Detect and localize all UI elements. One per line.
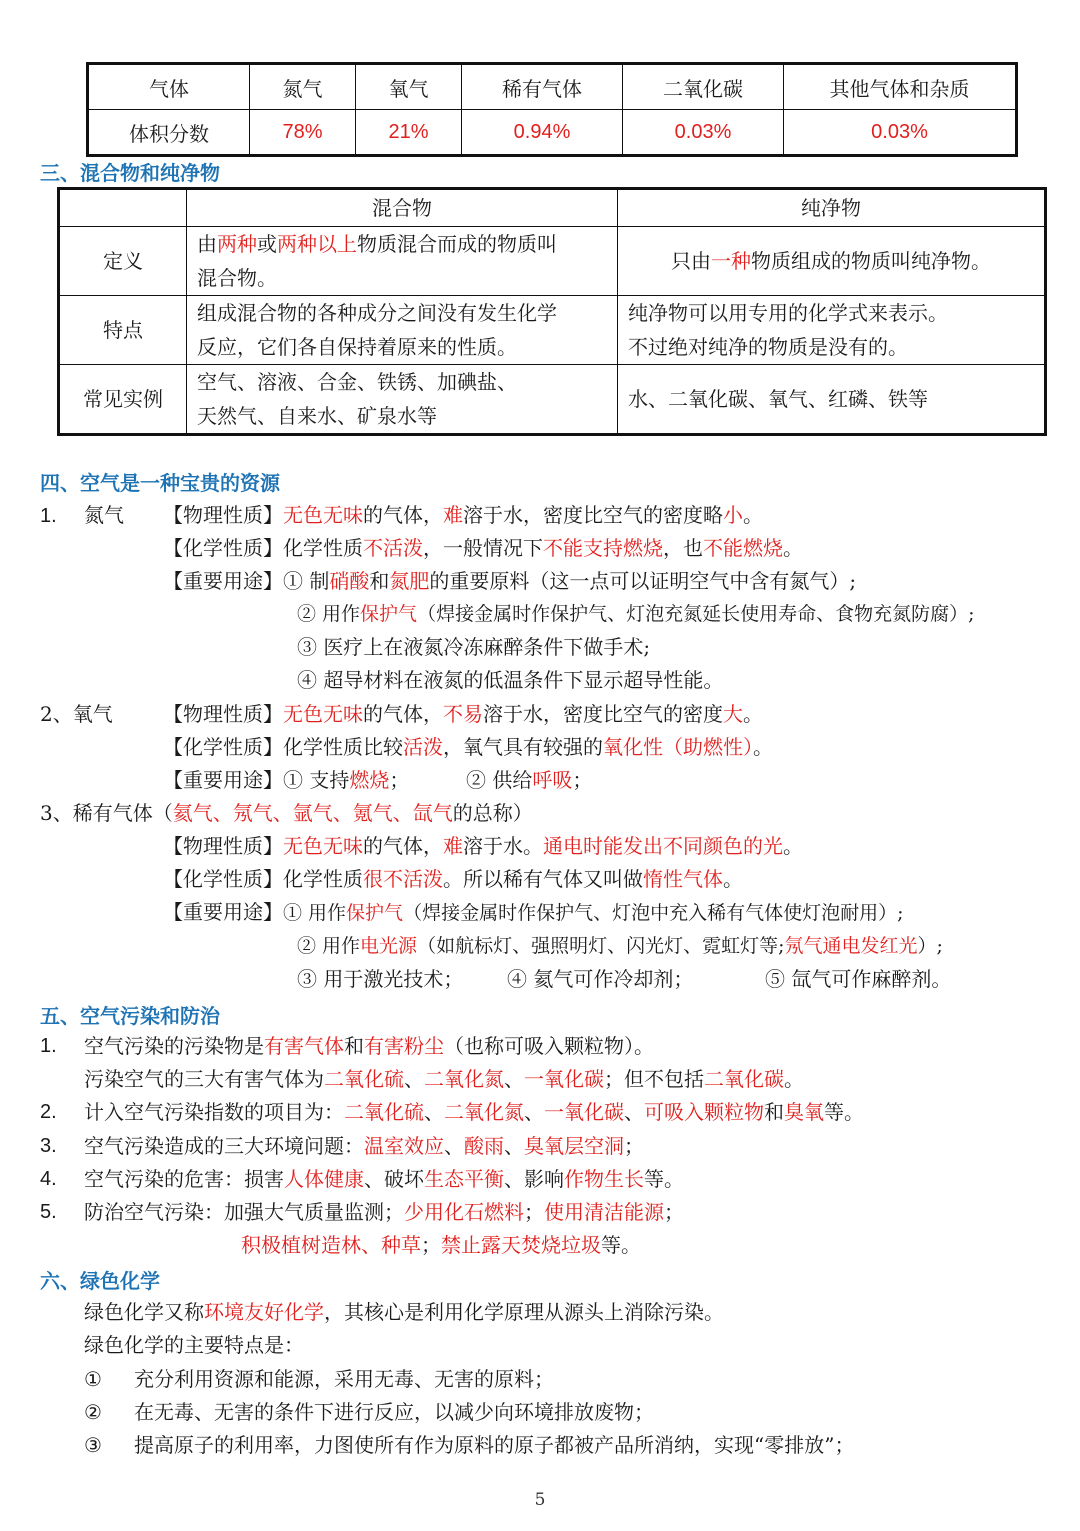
- text: ① 支持: [283, 768, 350, 792]
- text-line: [84, 1031, 654, 1061]
- text: 物质组成的物质叫纯净物。: [751, 249, 991, 273]
- item-number: [40, 500, 57, 531]
- text-line: [163, 864, 743, 894]
- text-line: ④ 氦气可作冷却剂；: [507, 967, 694, 991]
- text: 。: [784, 1067, 804, 1091]
- highlight: 积极植树造林、种草: [241, 1233, 421, 1257]
- text-line: [84, 1064, 804, 1094]
- highlight: 一氧化碳: [544, 1100, 624, 1124]
- highlight: 小: [723, 503, 743, 527]
- text: （焊接金属时作保护气、灯泡充氮延长使用寿命、食物充氮防腐）;: [417, 603, 975, 625]
- text: ② 用作: [297, 603, 361, 625]
- highlight: 活泼: [403, 735, 443, 759]
- section-title: 三、混合物和纯净物: [40, 161, 220, 185]
- text-line: [163, 732, 773, 762]
- text: （焊接金属时作保护气、灯泡中充入稀有气体使灯泡耐用）;: [403, 902, 904, 924]
- text: 空气污染的污染物是: [84, 1034, 264, 1058]
- table-cell: [187, 365, 618, 435]
- text: ）;: [917, 935, 943, 957]
- highlight: 硝酸: [329, 569, 370, 593]
- highlight: 二氧化碳: [704, 1067, 784, 1091]
- text-line: ④ 超导材料在液氮的低温条件下显示超导性能。: [297, 668, 724, 692]
- corner-cell: [59, 189, 187, 227]
- table-cell: 二氧化碳: [623, 64, 784, 110]
- text: 溶于水，密度比空气的密度: [483, 702, 723, 726]
- highlight: 二氧化硫: [344, 1100, 424, 1124]
- text-line: [163, 500, 763, 530]
- text: 。所以稀有气体又叫做: [443, 867, 643, 891]
- text: 化学性质: [283, 867, 363, 891]
- section-title: 六、绿色化学: [40, 1269, 160, 1293]
- highlight: 一氧化碳: [524, 1067, 604, 1091]
- text: ，也: [663, 536, 703, 560]
- tag: 【物理性质】: [163, 834, 283, 858]
- text: 空气污染的危害：损害: [84, 1167, 284, 1191]
- item-number: 4.: [40, 1168, 57, 1190]
- highlight: 不能燃烧: [703, 536, 783, 560]
- text-line: [163, 533, 803, 563]
- text: 。: [783, 834, 803, 858]
- list-item: 充分利用资源和能源，采用无毒、无害的原料；: [134, 1367, 554, 1391]
- text: 的气体，: [363, 834, 443, 858]
- highlight: 使用清洁能源: [544, 1200, 664, 1224]
- air-composition-table: [86, 62, 1018, 157]
- value-cell: 0.94%: [462, 110, 623, 156]
- tag: 【化学性质】: [163, 867, 283, 891]
- highlight: 大: [723, 702, 743, 726]
- text: 由: [197, 232, 217, 256]
- highlight: 酸雨: [464, 1134, 504, 1158]
- table-cell: 气体: [88, 64, 250, 110]
- text: 空气污染造成的三大环境问题：: [84, 1134, 364, 1158]
- table-row: [59, 365, 1046, 435]
- item-number: 1.: [40, 1035, 57, 1057]
- section-title: 四、空气是一种宝贵的资源: [40, 471, 280, 495]
- page-number: 5: [534, 1490, 546, 1510]
- text: 和: [369, 569, 390, 593]
- text: 溶于水，密度比空气的密度略: [463, 503, 723, 527]
- highlight: 不能支持燃烧: [543, 536, 663, 560]
- text: 3、稀有气体（: [40, 801, 173, 825]
- highlight: 臭氧层空洞: [524, 1134, 624, 1158]
- highlight: 二氧化氮: [424, 1067, 504, 1091]
- table-cell: 水、二氧化碳、氧气、红磷、铁等: [618, 365, 1046, 435]
- text: ；但不包括: [604, 1067, 704, 1091]
- text-line: [297, 931, 943, 961]
- table-header-row: [88, 64, 1017, 110]
- text: 1.: [40, 505, 57, 527]
- text: 的气体，: [363, 503, 443, 527]
- text: 天然气、自来水、矿泉水等: [197, 404, 437, 428]
- text: 纯净物可以用专用的化学式来表示。: [628, 301, 948, 325]
- text-line: [163, 765, 409, 795]
- column-header: 混合物: [187, 189, 618, 227]
- row-label: 特点: [59, 296, 187, 365]
- text: 组成混合物的各种成分之间没有发生化学: [197, 301, 557, 325]
- highlight: 臭氧: [784, 1100, 824, 1124]
- text-line: [40, 798, 533, 828]
- text: ；: [572, 768, 593, 792]
- text: ，其核心是利用化学原理从源头上消除污染。: [324, 1300, 724, 1324]
- text: 。: [743, 702, 763, 726]
- text-line: 绿色化学的主要特点是：: [84, 1333, 304, 1357]
- text: 等。: [601, 1233, 641, 1257]
- item-number: 3.: [40, 1135, 57, 1157]
- highlight: 难: [443, 503, 463, 527]
- highlight: 无色无味: [283, 702, 363, 726]
- highlight: 两种以上: [277, 232, 357, 256]
- item-name: 氮气: [84, 503, 124, 527]
- text: 只由: [671, 249, 711, 273]
- highlight: 保护气: [360, 603, 418, 625]
- highlight: 无色无味: [283, 503, 363, 527]
- text-line: ③ 医疗上在液氮冷冻麻醉条件下做手术;: [297, 635, 651, 659]
- value-cell: 0.03%: [623, 110, 784, 156]
- text: 、: [404, 1067, 424, 1091]
- text: 计入空气污染指数的项目为：: [84, 1100, 344, 1124]
- text-line: [84, 1131, 644, 1161]
- tag: 【重要用途】: [163, 768, 283, 792]
- highlight: 一种: [711, 249, 751, 273]
- text: （也称可吸入颗粒物）。: [444, 1034, 654, 1058]
- text: 防治空气污染：加强大气质量监测；: [84, 1200, 404, 1224]
- row-label: 体积分数: [88, 110, 250, 156]
- text: 。: [743, 503, 763, 527]
- text: 、: [444, 1134, 464, 1158]
- table-row: [59, 296, 1046, 365]
- highlight: 很不活泼: [363, 867, 443, 891]
- text-line: [84, 1097, 864, 1127]
- text: 、: [504, 1067, 524, 1091]
- list-marker: ②: [84, 1400, 102, 1424]
- table-cell: 氮气: [250, 64, 356, 110]
- text-line: [84, 1164, 684, 1194]
- text: 绿色化学又称: [84, 1300, 204, 1324]
- table-row: [59, 227, 1046, 296]
- text-line: ⑤ 氙气可作麻醉剂。: [765, 967, 952, 991]
- text: ；: [389, 768, 410, 792]
- highlight: 生态平衡: [424, 1167, 504, 1191]
- tag: 【物理性质】: [163, 702, 283, 726]
- highlight: 氧化性（助燃性）: [603, 735, 753, 759]
- text: 的气体，: [363, 702, 443, 726]
- text-line: [297, 599, 974, 629]
- text: ；: [524, 1200, 544, 1224]
- list-marker: ①: [84, 1367, 102, 1391]
- highlight: 两种: [217, 232, 257, 256]
- highlight: 作物生长: [564, 1167, 644, 1191]
- column-header: 纯净物: [618, 189, 1046, 227]
- highlight: 氮肥: [389, 569, 430, 593]
- highlight: 燃烧: [349, 768, 390, 792]
- text: ② 用作: [297, 935, 361, 957]
- highlight: 禁止露天焚烧垃圾: [441, 1233, 601, 1257]
- text: 、: [424, 1100, 444, 1124]
- list-item: 在无毒、无害的条件下进行反应，以减少向环境排放废物；: [134, 1400, 654, 1424]
- text-line: [241, 1230, 641, 1260]
- text: ① 制: [283, 569, 330, 593]
- value-cell: 21%: [356, 110, 462, 156]
- text: （如航标灯、强照明灯、闪光灯、霓虹灯等;: [417, 935, 785, 957]
- highlight: 不活泼: [363, 536, 423, 560]
- text: 污染空气的三大有害气体为: [84, 1067, 324, 1091]
- text-line: [84, 1297, 724, 1327]
- text: 等。: [644, 1167, 684, 1191]
- item-name: 2、氧气: [40, 702, 113, 726]
- highlight: 惰性气体: [643, 867, 723, 891]
- text: 反应，它们各自保持着原来的性质。: [197, 335, 517, 359]
- text: 、影响: [504, 1167, 564, 1191]
- text: 、: [624, 1100, 644, 1124]
- table-cell: [618, 227, 1046, 296]
- text: ；: [624, 1134, 644, 1158]
- highlight: 无色无味: [283, 834, 363, 858]
- text: 混合物。: [197, 266, 277, 290]
- table-cell: 其他气体和杂质: [784, 64, 1017, 110]
- text: ，氧气具有较强的: [443, 735, 603, 759]
- text-line: [163, 897, 903, 928]
- text-line: ③ 用于激光技术；: [297, 967, 464, 991]
- text-line: [163, 831, 803, 861]
- row-label: 定义: [59, 227, 187, 296]
- table-cell: [618, 296, 1046, 365]
- tag: 【重要用途】: [163, 569, 283, 593]
- highlight: 温室效应: [364, 1134, 444, 1158]
- highlight: 少用化石燃料: [404, 1200, 524, 1224]
- list-item: 提高原子的利用率，力图使所有作为原料的原子都被产品所消纳，实现“零排放”；: [134, 1433, 855, 1457]
- text: 不过绝对纯净的物质是没有的。: [628, 335, 908, 359]
- text: 。: [783, 536, 803, 560]
- highlight: 保护气: [346, 902, 404, 924]
- text: 。: [753, 735, 773, 759]
- highlight: 环境友好化学: [204, 1300, 324, 1324]
- text: ② 供给: [466, 768, 533, 792]
- text: 物质混合而成的物质叫: [357, 232, 557, 256]
- text: 、: [524, 1100, 544, 1124]
- text: 化学性质比较: [283, 735, 403, 759]
- text: ；: [664, 1200, 684, 1224]
- table-row: [88, 110, 1017, 156]
- text-line: [163, 699, 763, 729]
- text: 和: [344, 1034, 364, 1058]
- item-number: 2.: [40, 1101, 57, 1123]
- value-cell: 78%: [250, 110, 356, 156]
- table-cell: [187, 296, 618, 365]
- text: 的总称）: [452, 801, 533, 825]
- text: 的重要原料（这一点可以证明空气中含有氮气）;: [429, 569, 857, 593]
- table-header-row: [59, 189, 1046, 227]
- table-cell: 氧气: [356, 64, 462, 110]
- table-cell: [187, 227, 618, 296]
- text: 或: [257, 232, 277, 256]
- text-line: [466, 765, 592, 795]
- highlight: 难: [443, 834, 463, 858]
- highlight: 电光源: [360, 935, 418, 957]
- highlight: 人体健康: [284, 1167, 364, 1191]
- row-label: 常见实例: [59, 365, 187, 435]
- text: 空气、溶液、合金、铁锈、加碘盐、: [197, 370, 517, 394]
- highlight: 有害气体: [264, 1034, 344, 1058]
- highlight: 可吸入颗粒物: [644, 1100, 764, 1124]
- text: ① 用作: [283, 902, 347, 924]
- item-number: 5.: [40, 1201, 57, 1223]
- tag: 【化学性质】: [163, 536, 283, 560]
- section-title: 五、空气污染和防治: [40, 1004, 220, 1028]
- highlight: 氦气、氖气、氩气、氪气、氙气: [172, 801, 453, 825]
- table-cell: 稀有气体: [462, 64, 623, 110]
- highlight: 二氧化氮: [444, 1100, 524, 1124]
- mixture-table: [57, 187, 1047, 436]
- tag: 【重要用途】: [163, 900, 283, 924]
- highlight: 通电时能发出不同颜色的光: [543, 834, 783, 858]
- highlight: 氖气通电发红光: [784, 935, 918, 957]
- text: ；: [421, 1233, 441, 1257]
- value-cell: 0.03%: [784, 110, 1017, 156]
- text: 。: [723, 867, 743, 891]
- text: 化学性质: [283, 536, 363, 560]
- text: 等。: [824, 1100, 864, 1124]
- text: 和: [764, 1100, 784, 1124]
- highlight: 二氧化硫: [324, 1067, 404, 1091]
- tag: 【物理性质】: [163, 503, 283, 527]
- text: 溶于水。: [463, 834, 543, 858]
- highlight: 有害粉尘: [364, 1034, 444, 1058]
- text: 、破坏: [364, 1167, 424, 1191]
- text: 、: [504, 1134, 524, 1158]
- list-marker: ③: [84, 1433, 102, 1457]
- highlight: 不易: [443, 702, 483, 726]
- text-line: [163, 566, 856, 596]
- text-line: [84, 1197, 684, 1227]
- text: ，一般情况下: [423, 536, 543, 560]
- highlight: 呼吸: [532, 768, 573, 792]
- tag: 【化学性质】: [163, 735, 283, 759]
